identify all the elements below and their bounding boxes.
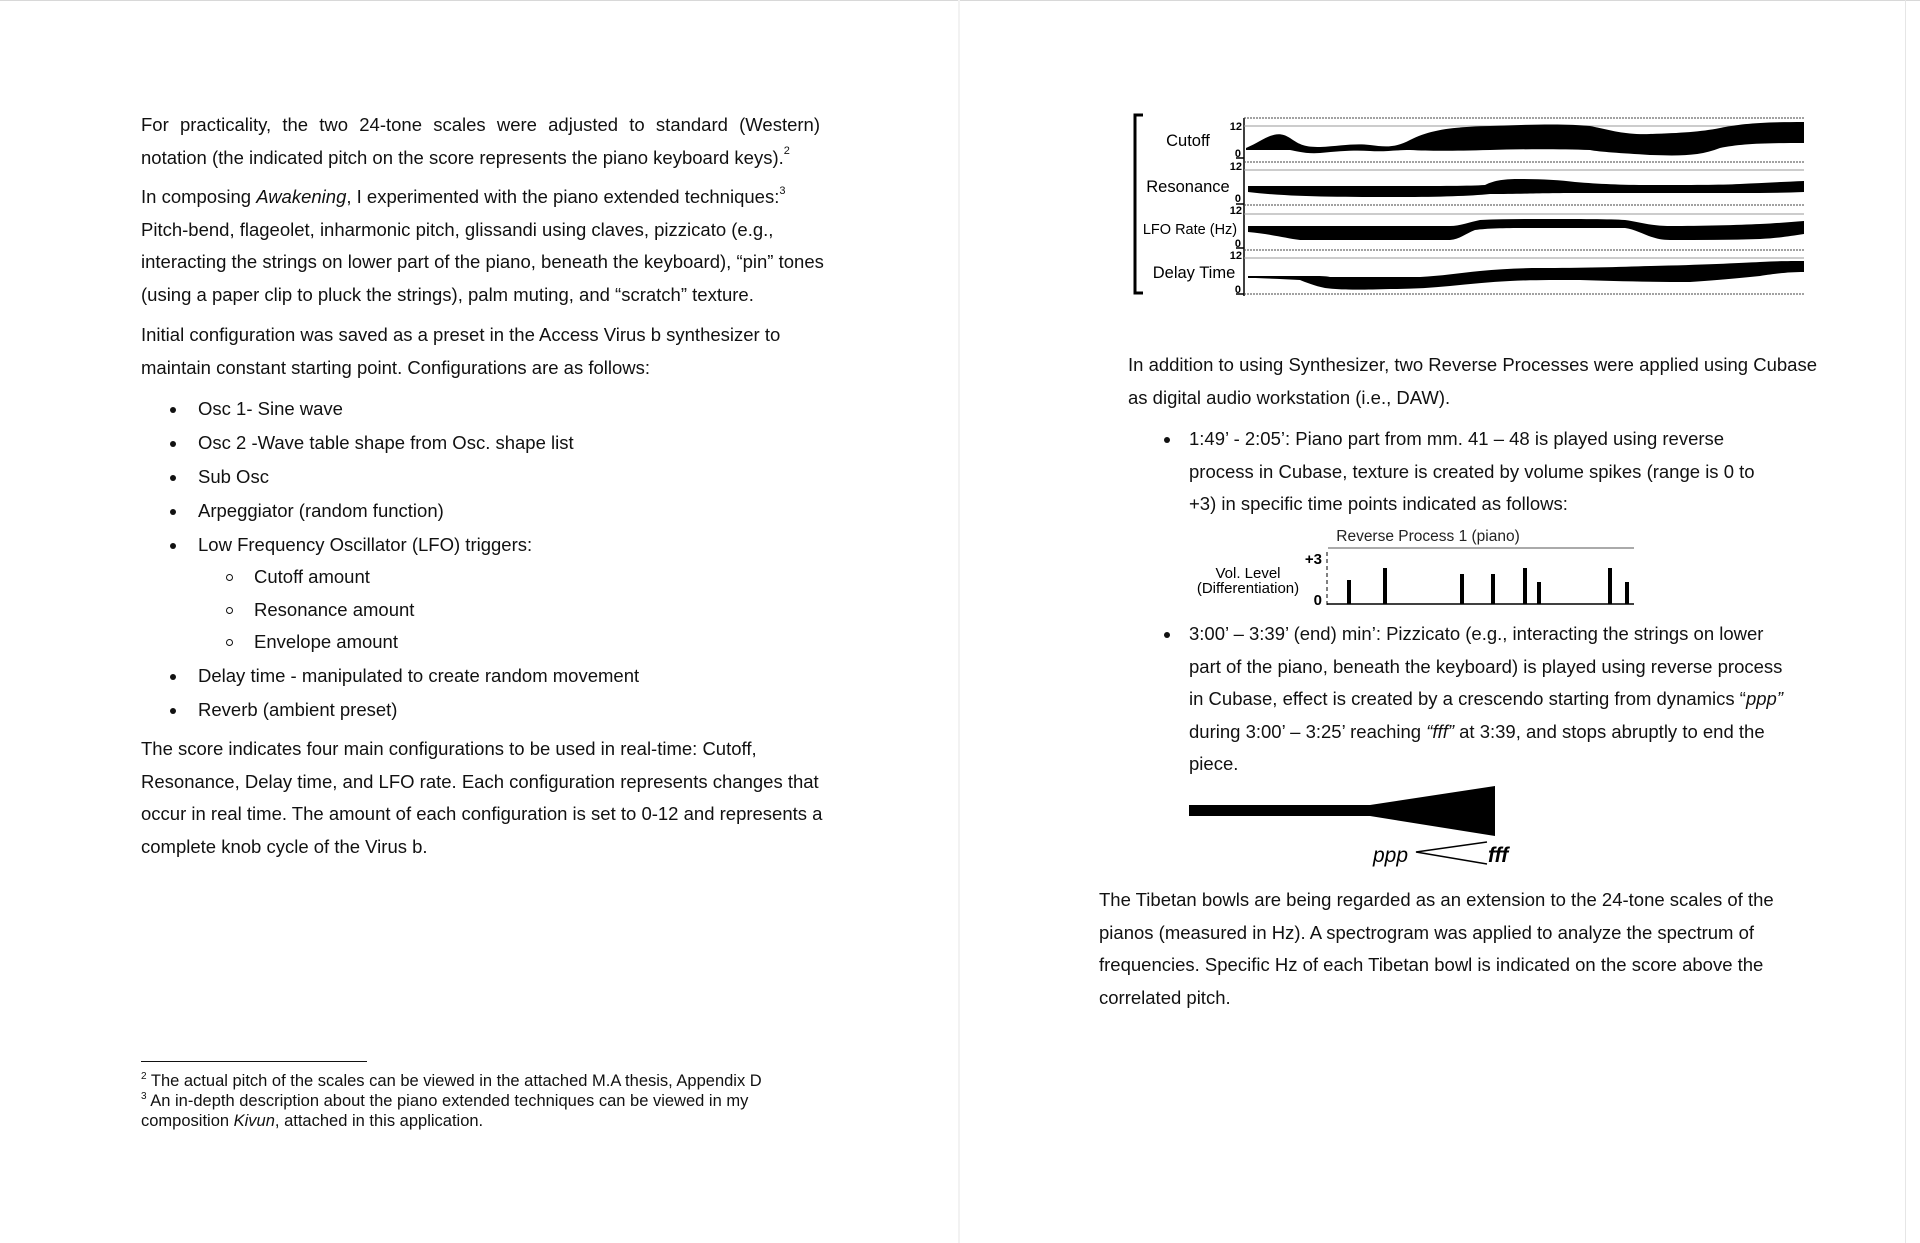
list-item: Osc 1- Sine wave (170, 392, 810, 426)
scale-min-label: 0 (1234, 284, 1241, 296)
scale-min-label: 0 (1234, 193, 1241, 205)
list-item: Delay time - manipulated to create random movement (170, 659, 810, 693)
list-item: Sub Osc (170, 460, 810, 494)
scale-max-label: 12 (1229, 250, 1242, 262)
y-axis-label-line-2: (Differentiation) (1196, 580, 1300, 597)
bullet-icon (170, 475, 176, 481)
lfo-trigger-list (226, 561, 726, 659)
dynamic-start-label: ppp (1373, 844, 1409, 867)
list-item: Arpeggiator (random function) (170, 494, 810, 528)
footnote-3: $^3$ An in-depth description about the piano extended techniques can be viewed in my composition Kivun, attached in this application. (141, 1090, 749, 1130)
bullet-icon (170, 509, 176, 515)
right-page (958, 0, 1920, 1243)
y-axis-label-line-1: Vol. Level (1215, 565, 1281, 582)
dynamic-fff: “fff” (1426, 720, 1454, 742)
scale-max-label: 12 (1229, 121, 1242, 133)
list-item: Cutoff amount (226, 561, 726, 594)
footnote-2: $^2$ The actual pitch of the scales can be viewed in the attached M.A thesis, Appendix D (141, 1070, 762, 1090)
paragraph-configuration: Initial configuration was saved as a preset in the Access Virus b synthesizer to maintain constant starting point. Configurations are as follows: (141, 324, 781, 378)
crescendo-figure (958, 0, 1920, 880)
list-item: Resonance amount (226, 594, 726, 627)
lfo-rate-label: LFO Rate (Hz) (1142, 222, 1238, 238)
dynamic-ppp: ppp (1745, 688, 1777, 709)
spike-chart-title: Reverse Process 1 (piano) (1336, 528, 1520, 545)
paragraph-reverse-processes: In addition to using Synthesizer, two Reverse Processes were applied using Cubase as digital audio workstation (i.e., DAW). (1128, 354, 1817, 408)
y-min-label: 0 (1313, 592, 1322, 609)
configuration-list-continued (170, 659, 810, 727)
paragraph-score-configurations: The score indicates four main configurations to be used in real-time: Cutoff, Resonance, Delay time, and LFO rate. Each configuration represents changes that occur in real time. The amount of each configuration is set to 0-12 and represents a complete knob cycle of the Virus b. (141, 738, 823, 857)
crescendo-wedge (1189, 786, 1495, 836)
footnote-separator (141, 1061, 367, 1062)
bullet-icon (170, 441, 176, 447)
bullet-icon (170, 407, 176, 413)
scale-min-label: 0 (1234, 148, 1241, 160)
circle-bullet-icon (226, 639, 233, 646)
footnote-ref-3: 3 (779, 184, 786, 197)
scale-max-label: 12 (1229, 161, 1242, 173)
list-item: Osc 2 -Wave table shape from Osc. shape list (170, 426, 810, 460)
list-item: Reverb (ambient preset) (170, 693, 810, 727)
list-item: Envelope amount (226, 626, 726, 659)
circle-bullet-icon (226, 607, 233, 614)
configuration-list (170, 392, 810, 562)
paragraph-scales: For practicality, the two 24-tone scales were adjusted to standard (Western) notation (the indicated pitch on the score represents the piano keyboard keys).$^2$ (141, 114, 820, 168)
footnote-ref-2: 2 (783, 145, 790, 158)
delay-time-label: Delay Time (1152, 264, 1236, 282)
reverse-process-1-text: 1:49’ - 2:05’: Piano part from mm. 41 – 48 is played using reverse process in Cubase, texture is created by volume spikes (range is 0 to +3) in specific time points indicated as follows: (1189, 428, 1755, 514)
list-item: Low Frequency Oscillator (LFO) triggers: (170, 528, 810, 562)
bullet-icon (170, 543, 176, 549)
left-page (0, 0, 958, 1243)
circle-bullet-icon (226, 574, 233, 581)
scale-max-label: 12 (1229, 205, 1242, 217)
y-max-label: +3 (1304, 551, 1322, 568)
resonance-label: Resonance (1146, 178, 1230, 196)
bullet-icon (170, 708, 176, 714)
work-title: Awakening (256, 186, 347, 207)
dynamic-end-label: fff (1488, 844, 1509, 867)
crescendo-hairpin-icon (1416, 842, 1487, 864)
paragraph-extended-techniques: In composing Awakening, I experimented with the piano extended techniques:$^3$ Pitch-bend, flageolet, inharmonic pitch, glissandi using claves, pizzicato (e.g., interacting the strings on lower part of the piano, beneath the keyboard), “pin” tones (using a paper clip to pluck the strings), palm muting, and “scratch” texture. (141, 184, 824, 305)
cutoff-label: Cutoff (1166, 132, 1210, 150)
scale-min-label: 0 (1234, 238, 1241, 250)
bullet-icon (170, 674, 176, 680)
reverse-process-2-text: 3:00’ – 3:39’ (end) min’: Pizzicato (e.g., interacting the strings on lower part of the piano, beneath the keyboard) is played using reverse process in Cubase, effect is created by a crescendo starting from dynamics “ppp” during 3:00’ – 3:25’ reaching “fff” at 3:39, and stops abruptly to end the piece. (1189, 623, 1784, 774)
paragraph-tibetan-bowls: The Tibetan bowls are being regarded as an extension to the 24-tone scales of the pianos (measured in Hz). A spectrogram was applied to analyze the spectrum of frequencies. Specific Hz of each Tibetan bowl is indicated on the score above the correlated pitch. (1099, 889, 1774, 1008)
